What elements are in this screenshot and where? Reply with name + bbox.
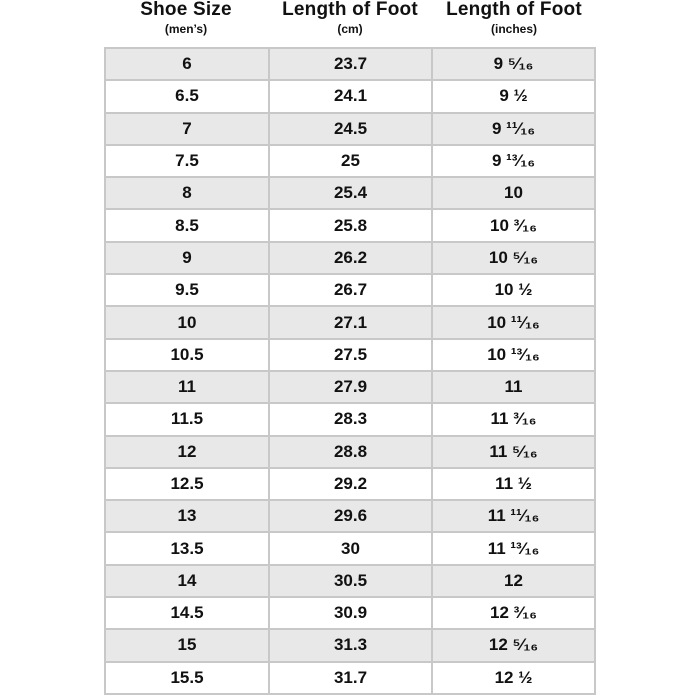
cell-length-inches: 9 ¹³⁄₁₆ (433, 146, 596, 178)
table-row (106, 469, 596, 501)
cell-length-cm: 31.3 (270, 630, 433, 662)
cell-length-cm: 25.4 (270, 178, 433, 210)
table-header (104, 0, 596, 46)
cell-shoe-size: 7.5 (106, 146, 270, 178)
header-shoe-size-title: Shoe Size (140, 0, 232, 20)
header-shoe-size-sub: (men’s) (164, 22, 208, 36)
table-row (106, 437, 596, 469)
cell-length-inches: 11 (433, 372, 596, 404)
table-row (106, 404, 596, 436)
cell-length-inches: 10 (433, 178, 596, 210)
table-row (106, 598, 596, 630)
cell-length-inches: 11 ⁵⁄₁₆ (433, 437, 596, 469)
cell-shoe-size: 10 (106, 307, 270, 339)
table-row (106, 501, 596, 533)
cell-length-cm: 30.5 (270, 566, 433, 598)
cell-length-inches: 12 ³⁄₁₆ (433, 598, 596, 630)
table-row (106, 178, 596, 210)
table-row (106, 210, 596, 242)
table-row (106, 275, 596, 307)
cell-length-cm: 24.5 (270, 114, 433, 146)
cell-shoe-size: 11.5 (106, 404, 270, 436)
table-row (106, 340, 596, 372)
cell-length-inches: 9 ½ (433, 81, 596, 113)
cell-length-inches: 9 ⁵⁄₁₆ (433, 49, 596, 81)
cell-shoe-size: 15 (106, 630, 270, 662)
header-length-inches (432, 0, 596, 46)
table-row (106, 663, 596, 695)
cell-shoe-size: 10.5 (106, 340, 270, 372)
cell-shoe-size: 13 (106, 501, 270, 533)
cell-shoe-size: 15.5 (106, 663, 270, 695)
cell-shoe-size: 6 (106, 49, 270, 81)
cell-length-inches: 11 ¹¹⁄₁₆ (433, 501, 596, 533)
table-row (106, 307, 596, 339)
size-table (104, 47, 596, 695)
cell-length-cm: 25 (270, 146, 433, 178)
cell-shoe-size: 11 (106, 372, 270, 404)
cell-shoe-size: 12 (106, 437, 270, 469)
header-length-cm-sub: (cm) (337, 22, 363, 36)
header-length-inches-sub: (inches) (490, 22, 537, 36)
cell-length-cm: 29.2 (270, 469, 433, 501)
header-length-inches-title: Length of Foot (446, 0, 582, 20)
cell-length-cm: 26.7 (270, 275, 433, 307)
cell-length-inches: 10 ¹³⁄₁₆ (433, 340, 596, 372)
cell-length-inches: 12 ⁵⁄₁₆ (433, 630, 596, 662)
cell-length-cm: 27.5 (270, 340, 433, 372)
cell-length-inches: 10 ⁵⁄₁₆ (433, 243, 596, 275)
table-row (106, 146, 596, 178)
cell-shoe-size: 12.5 (106, 469, 270, 501)
cell-length-inches: 12 (433, 566, 596, 598)
cell-length-cm: 30.9 (270, 598, 433, 630)
cell-length-cm: 27.1 (270, 307, 433, 339)
table-row (106, 630, 596, 662)
cell-length-cm: 27.9 (270, 372, 433, 404)
cell-length-inches: 10 ¹¹⁄₁₆ (433, 307, 596, 339)
cell-length-inches: 10 ³⁄₁₆ (433, 210, 596, 242)
table-row (106, 533, 596, 565)
cell-length-inches: 11 ½ (433, 469, 596, 501)
header-length-cm (268, 0, 432, 46)
cell-shoe-size: 9 (106, 243, 270, 275)
cell-shoe-size: 9.5 (106, 275, 270, 307)
cell-length-cm: 29.6 (270, 501, 433, 533)
cell-length-cm: 31.7 (270, 663, 433, 695)
table-row (106, 372, 596, 404)
cell-shoe-size: 14 (106, 566, 270, 598)
cell-length-cm: 23.7 (270, 49, 433, 81)
cell-length-inches: 11 ¹³⁄₁₆ (433, 533, 596, 565)
table-row (106, 114, 596, 146)
cell-length-cm: 28.3 (270, 404, 433, 436)
cell-shoe-size: 6.5 (106, 81, 270, 113)
table-row (106, 566, 596, 598)
cell-length-inches: 9 ¹¹⁄₁₆ (433, 114, 596, 146)
cell-length-cm: 24.1 (270, 81, 433, 113)
table-row (106, 49, 596, 81)
cell-length-cm: 28.8 (270, 437, 433, 469)
cell-shoe-size: 14.5 (106, 598, 270, 630)
table-row (106, 81, 596, 113)
cell-length-inches: 10 ½ (433, 275, 596, 307)
cell-length-cm: 30 (270, 533, 433, 565)
cell-length-inches: 11 ³⁄₁₆ (433, 404, 596, 436)
header-length-cm-title: Length of Foot (282, 0, 418, 20)
cell-length-cm: 25.8 (270, 210, 433, 242)
cell-shoe-size: 8 (106, 178, 270, 210)
table-row (106, 243, 596, 275)
cell-length-inches: 12 ½ (433, 663, 596, 695)
cell-shoe-size: 8.5 (106, 210, 270, 242)
cell-shoe-size: 7 (106, 114, 270, 146)
cell-length-cm: 26.2 (270, 243, 433, 275)
cell-shoe-size: 13.5 (106, 533, 270, 565)
header-shoe-size (104, 0, 268, 46)
